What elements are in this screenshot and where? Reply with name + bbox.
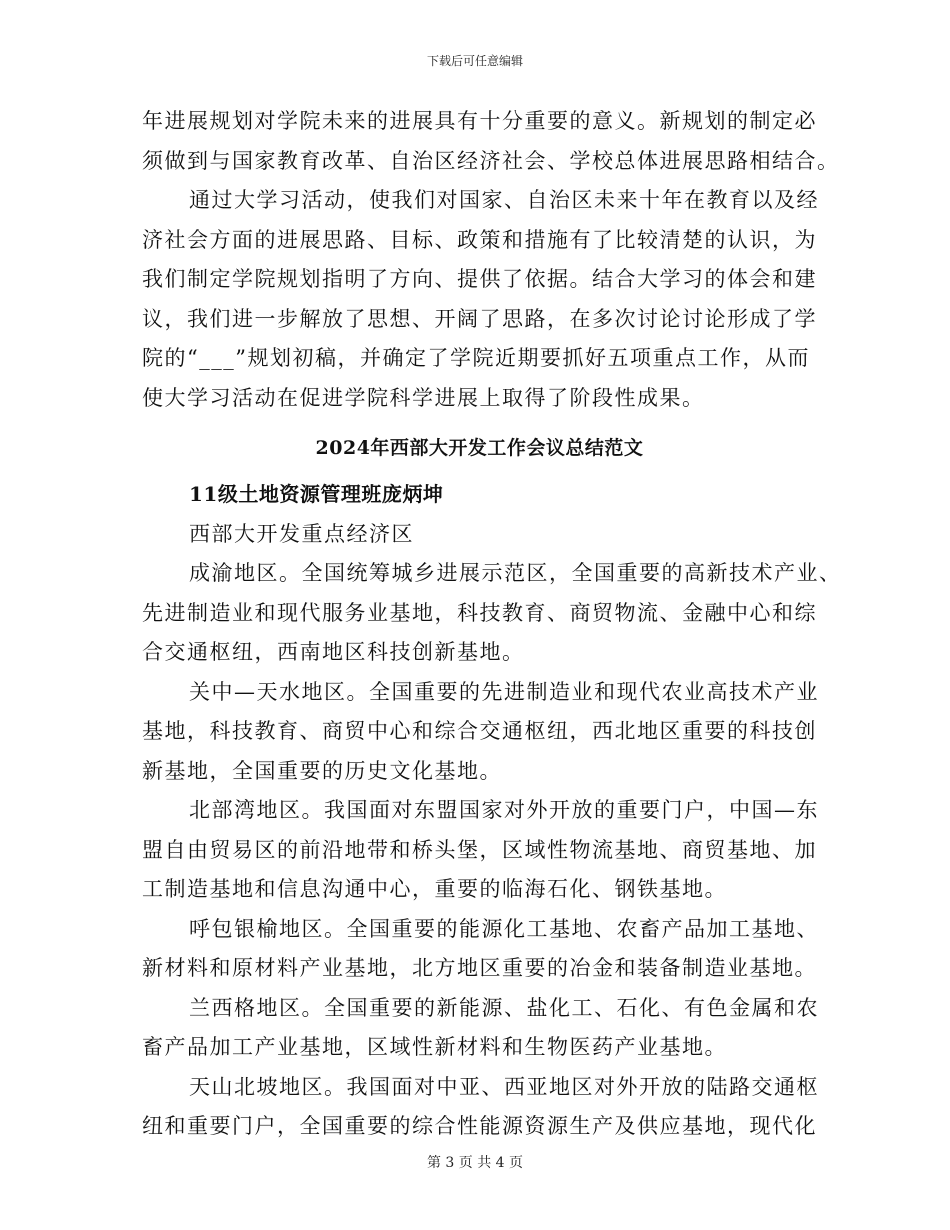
text-line: 使大学习活动在促进学院科学进展上取得了阶段性成果。 [142,385,705,410]
paragraph-chengyu [142,554,842,673]
page-footer: 第 3 页 共 4 页 [426,1155,524,1171]
document-title: 2024年西部大开发工作会议总结范文 [315,437,644,459]
paragraph-hubaoyinyu [142,910,817,989]
text-line: 盟自由贸易区的前沿地带和桥头堡，区域性物流基地、商贸基地、加 [142,837,817,862]
paragraph-plan-significance [142,102,840,181]
text-line: 北部湾地区。我国面对东盟国家对外开放的重要门户，中国—东 [189,798,819,822]
paragraph-beibuwan [142,791,817,910]
text-line: 合交通枢纽，西南地区科技创新基地。 [142,640,525,664]
text-line: 通过大学习活动，使我们对国家、自治区未来十年在教育以及经 [189,188,819,212]
paragraph-tianshan [142,1068,817,1147]
text-line: 议，我们进一步解放了思想、开阔了思路，在多次讨论讨论形成了学 [142,306,817,331]
text-line: 呼包银榆地区。全国重要的能源化工基地、农畜产品加工基地、 [189,916,819,941]
text-line: 基地，科技教育、商贸中心和综合交通枢纽，西北地区重要的科技创 [142,719,817,743]
author-line: 11级土地资源管理班庞炳坤 [189,482,444,506]
text-line: 兰西格地区。全国重要的新能源、盐化工、石化、有色金属和农 [189,995,819,1020]
text-line: 院的“___”规划初稿，并确定了学院近期要抓好五项重点工作，从而 [142,346,810,370]
text-line: 新基地，全国重要的历史文化基地。 [142,758,502,783]
text-line: 新材料和原材料产业基地，北方地区重要的冶金和装备制造业基地。 [142,956,817,980]
text-line: 年进展规划对学院未来的进展具有十分重要的意义。新规划的制定必 [142,109,817,133]
section-heading: 西部大开发重点经济区 [189,521,414,546]
paragraph-study-activity [142,181,817,418]
text-line: 天山北坡地区。我国面对中亚、西亚地区对外开放的陆路交通枢 [189,1074,819,1099]
text-line: 纽和重要门户，全国重要的综合性能源资源生产及供应基地，现代化 [142,1114,817,1138]
text-line: 畜产品加工产业基地，区域性新材料和生物医药产业基地。 [142,1035,727,1059]
text-line: 济社会方面的进展思路、目标、政策和措施有了比较清楚的认识，为 [142,227,817,252]
text-line: 关中—天水地区。全国重要的先进制造业和现代农业高技术产业 [189,679,819,704]
paragraph-guanzhong [142,673,817,792]
text-line: 须做到与国家教育改革、自治区经济社会、学校总体进展思路相结合。 [142,148,840,173]
document-body [142,102,842,1147]
text-line: 工制造基地和信息沟通中心，重要的临海石化、钢铁基地。 [142,877,727,901]
text-line: 先进制造业和现代服务业基地，科技教育、商贸物流、金融中心和综 [142,600,817,625]
text-line: 我们制定学院规划指明了方向、提供了依据。结合大学习的体会和建 [142,267,817,291]
page-header: 下载后可任意编辑 [426,54,523,68]
text-line: 成渝地区。全国统筹城乡进展示范区，全国重要的高新技术产业、 [189,561,842,585]
paragraph-lanxige [142,989,817,1068]
